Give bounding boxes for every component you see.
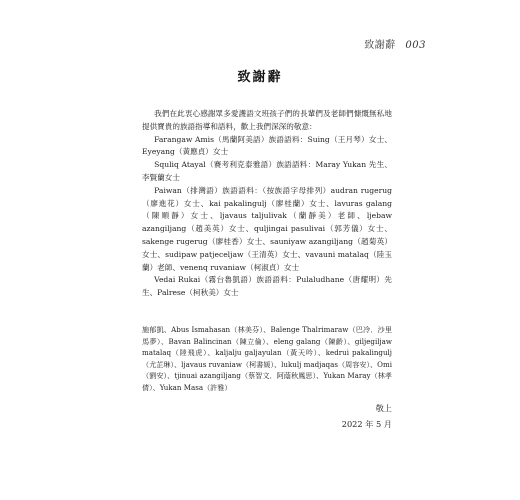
atayal-paragraph: Squliq Atayal（賽考利克泰雅語）族語語料：Maray Yukan 先生、李賢蘭女士 [142,160,392,182]
page-number: 003 [405,40,426,51]
rukai-paragraph: Vedai Rukai（霧台魯凱語）族語語料：Pulaludhane（唐耀明）先生、Palrese（柯秋美）女士 [142,275,392,298]
paiwan-paragraph: Paiwan（排灣語）族語語料：（按族語字母排列）audran rugerug（廖進花）女士、kai pakalingulj（廖桂蘭）女士、lavuras galang（陳順靜）女士、ljavaus taljulivak（蘭靜美）老師、ljebaw azangiljang（趙美英）女士、quljingai pasulivai（郭芳儀）女士、sakenge rugerug（廖桂香）女士、sauniyaw azangiljang（趙菊英）女士、sudipaw patjeceljaw（王清英）女士、vavauni matalaq（陸玉蘭）老師、venenq ruvaniaw（柯淑貞）女士 [142,185,392,272]
date: 2022 年 5 月 [341,419,392,429]
acknowledgement-body [142,108,392,300]
closing [342,400,392,432]
salutation: 敬上 [375,403,392,413]
running-head [364,36,426,51]
contributors-list: 施郁凱、Abus Ismahasan（林美芬）、Balenge Thalrimaraw（巴冷．沙里馬夢）、Bavan Balincinan（陳立倫）、eleng galang（陳齡）、giljegiljaw matalaq（陸飛虎）、kaljalju galjayulan（黃天吟）、kedrui pakalingulj（尤芷琳）、ljavaus ruvaniaw（柯書媛）、lukulj madjaqas（周容安）、Omi（劉安）、tjinuai azangiljang（蔡智文．阿蔭秋鳳思）、Yukan Maray（林孝倩）、Yukan Masa（許雅） [142,325,392,392]
page-title: 致謝辭 [237,70,283,85]
amis-paragraph: Farangaw Amis（馬蘭阿美語）族語語料：Suing（王月琴）女士、Eyeyang（黃應貞）女士 [142,134,392,157]
intro-paragraph: 我們在此衷心感謝眾多愛護語文班孩子們的長輩們及老師們慷慨無私地提供寶貴的族語指導和語料，歡上我們深深的敬意： [142,109,392,131]
running-head-title: 致謝辭 [364,40,396,51]
